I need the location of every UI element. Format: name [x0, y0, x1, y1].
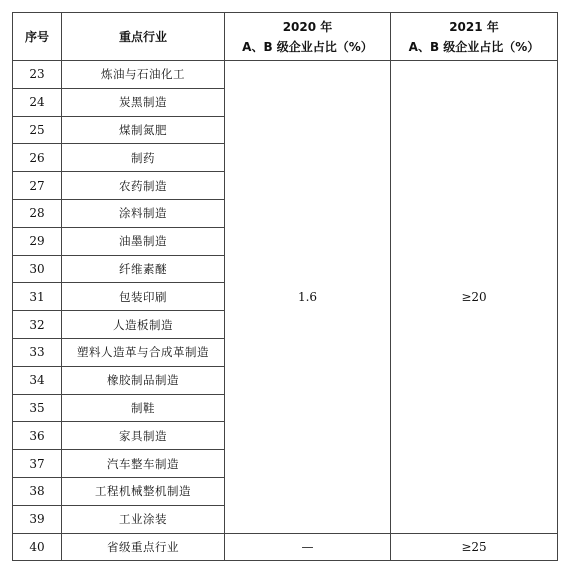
table-header-row: [13, 13, 558, 61]
row-index: 25: [13, 116, 62, 144]
header-index: 序号: [13, 13, 62, 61]
row-index: 28: [13, 199, 62, 227]
row-industry: 炼油与石油化工: [62, 61, 225, 89]
row-index: 30: [13, 255, 62, 283]
row-industry: 纤维素醚: [62, 255, 225, 283]
row-industry: 省级重点行业: [62, 533, 225, 561]
header-2020-label: A、B 级企业占比（%）: [242, 39, 373, 54]
row-industry: 煤制氮肥: [62, 116, 225, 144]
header-2020-year: 2020 年: [282, 19, 333, 34]
row-index: 29: [13, 227, 62, 255]
row-industry: 包装印刷: [62, 283, 225, 311]
header-industry: 重点行业: [62, 13, 225, 61]
row-index: 40: [13, 533, 62, 561]
row-industry: 炭黑制造: [62, 88, 225, 116]
merged-2020-value: 1.6: [225, 61, 391, 534]
row-index: 36: [13, 422, 62, 450]
row-index: 39: [13, 505, 62, 533]
merged-2021-value: ≥20: [391, 61, 558, 534]
row-2021-value: ≥25: [391, 533, 558, 561]
header-2020: [225, 13, 391, 61]
row-industry: 涂料制造: [62, 199, 225, 227]
table-row-provincial: [13, 533, 558, 561]
row-index: 26: [13, 144, 62, 172]
row-industry: 工业涂装: [62, 505, 225, 533]
row-index: 38: [13, 477, 62, 505]
row-industry: 汽车整车制造: [62, 450, 225, 478]
row-industry: 油墨制造: [62, 227, 225, 255]
row-index: 37: [13, 450, 62, 478]
row-index: 32: [13, 311, 62, 339]
industry-table: [12, 12, 558, 561]
header-2021-label: A、B 级企业占比（%）: [408, 39, 540, 54]
row-index: 24: [13, 88, 62, 116]
row-industry: 工程机械整机制造: [62, 477, 225, 505]
row-index: 23: [13, 61, 62, 89]
row-2020-value: —: [225, 533, 391, 561]
row-index: 35: [13, 394, 62, 422]
header-2021-year: 2021 年: [449, 19, 499, 34]
row-industry: 农药制造: [62, 172, 225, 200]
row-industry: 制药: [62, 144, 225, 172]
row-industry: 塑料人造革与合成革制造: [62, 338, 225, 366]
table-body: [13, 61, 558, 561]
header-2021: [391, 13, 558, 61]
row-industry: 人造板制造: [62, 311, 225, 339]
row-industry: 橡胶制品制造: [62, 366, 225, 394]
row-industry: 制鞋: [62, 394, 225, 422]
row-index: 34: [13, 366, 62, 394]
table-row: [13, 61, 558, 89]
row-index: 33: [13, 338, 62, 366]
row-index: 27: [13, 172, 62, 200]
row-index: 31: [13, 283, 62, 311]
row-industry: 家具制造: [62, 422, 225, 450]
